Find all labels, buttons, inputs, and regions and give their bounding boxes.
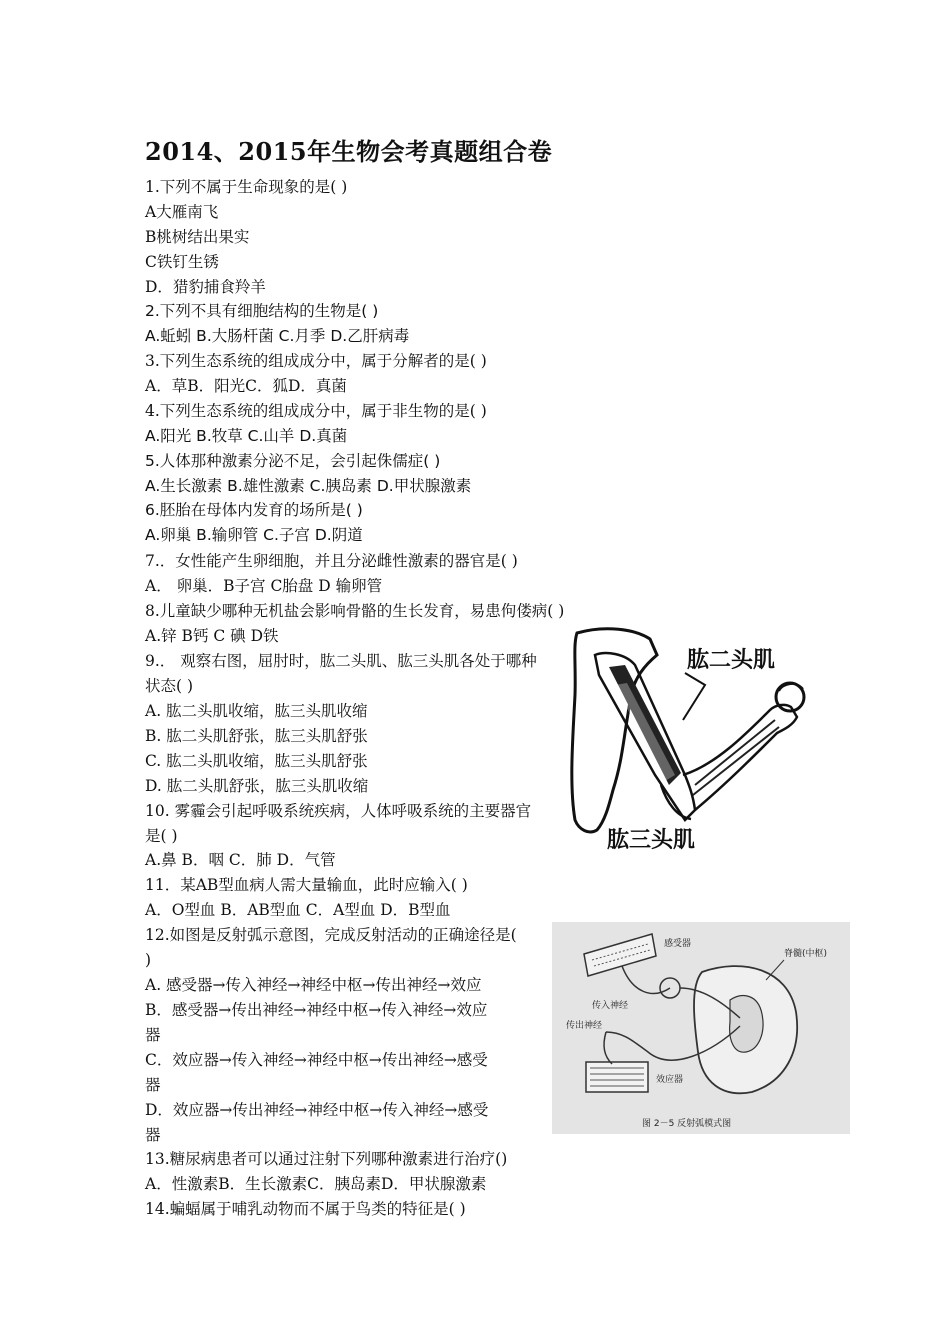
question-line: 4.下列生态系统的组成成分中，属于非生物的是( ) [145,402,487,420]
label-effector: 效应器 [656,1075,684,1085]
question-line: A.蚯蚓 B.大肠杆菌 C.月季 D.乙肝病毒 [145,327,410,345]
question-line: 14.蝙蝠属于哺乳动物而不属于鸟类的特征是( ) [145,1200,466,1218]
question-line: B. 肱二头肌舒张，肱三头肌舒张 [145,727,368,745]
question-line: 5.人体那种激素分泌不足，会引起侏儒症( ) [145,452,441,470]
question-line: A.卵巢 B.输卵管 C.子宫 D.阴道 [145,526,363,544]
question-line: 6.胚胎在母体内发育的场所是( ) [145,501,363,519]
question-line: A.锌 B钙 C 碘 D铁 [145,627,279,645]
question-line: A．性激素B．生长激素C．胰岛素D．甲状腺激素 [145,1175,487,1193]
question-line: 3.下列生态系统的组成成分中，属于分解者的是( ) [145,352,487,370]
arm-label-biceps: 肱二头肌 [687,647,776,673]
question-line: 状态( ) [145,677,194,695]
question-line: B．感受器→传出神经→神经中枢→传入神经→效应 [145,1001,488,1019]
question-line: 10. 雾霾会引起呼吸系统疾病，人体呼吸系统的主要器官 [145,802,532,820]
question-line: 是( ) [145,827,178,845]
question-line: 11．某AB型血病人需大量输血，此时应输入( ) [145,876,468,894]
question-line: A.阳光 B.牧草 C.山羊 D.真菌 [145,427,348,445]
question-line: 8.儿童缺少哪种无机盐会影响骨骼的生长发育，易患佝偻病( ) [145,602,565,620]
question-line: A. 感受器→传入神经→神经中枢→传出神经→效应 [145,976,482,994]
figure-caption: 图 2－5 反射弧模式图 [642,1119,732,1129]
question-line: D. 肱二头肌舒张，肱三头肌收缩 [145,777,369,795]
question-line: A．O型血 B．AB型血 C．A型血 D．B型血 [145,901,451,919]
question-line: 9.． 观察右图，屈肘时，肱二头肌、肱三头肌各处于哪种 [145,652,537,670]
question-line: 器 [145,1076,161,1094]
question-line: A. 肱二头肌收缩，肱三头肌收缩 [145,702,368,720]
question-line: A.鼻 B．咽 C．肺 D．气管 [145,851,336,869]
arm-label-triceps: 肱三头肌 [607,827,696,850]
question-line: C铁钉生锈 [145,253,219,271]
label-efferent-nerve: 传出神经 [566,1021,603,1031]
question-line: ) [145,951,152,969]
label-afferent-nerve: 传入神经 [592,1001,629,1011]
question-line: 2.下列不具有细胞结构的生物是( ) [145,302,379,320]
arm-muscle-figure [565,625,810,850]
question-line: C．效应器→传入神经→神经中枢→传出神经→感受 [145,1051,488,1069]
reflex-arc-figure [552,922,850,1134]
question-line: 13.糖尿病患者可以通过注射下列哪种激素进行治疗() [145,1150,508,1168]
question-line: A．草B．阳光C．狐D．真菌 [145,377,347,395]
question-line: A大雁南飞 [145,203,219,221]
question-line: D．猎豹捕食羚羊 [145,278,266,296]
question-line: 12.如图是反射弧示意图，完成反射活动的正确途径是( [145,926,517,944]
question-line: C. 肱二头肌收缩，肱三头肌舒张 [145,752,368,770]
question-line: 7.．女性能产生卵细胞，并且分泌雌性激素的器官是( ) [145,552,518,570]
question-line: A.生长激素 B.雄性激素 C.胰岛素 D.甲状腺激素 [145,477,472,495]
label-receptor: 感受器 [664,939,692,949]
label-spinal-cord: 脊髓(中枢) [784,949,828,959]
page-title: 2014、2015年生物会考真题组合卷 [145,137,553,166]
question-line: D．效应器→传出神经→神经中枢→传入神经→感受 [145,1101,489,1119]
question-line: 器 [145,1026,161,1044]
question-line: A． 卵巢．B子宫 C胎盘 D 输卵管 [145,577,383,595]
question-line: 器 [145,1126,161,1144]
question-line: B桃树结出果实 [145,228,250,246]
question-line: 1.下列不属于生命现象的是( ) [145,178,348,196]
